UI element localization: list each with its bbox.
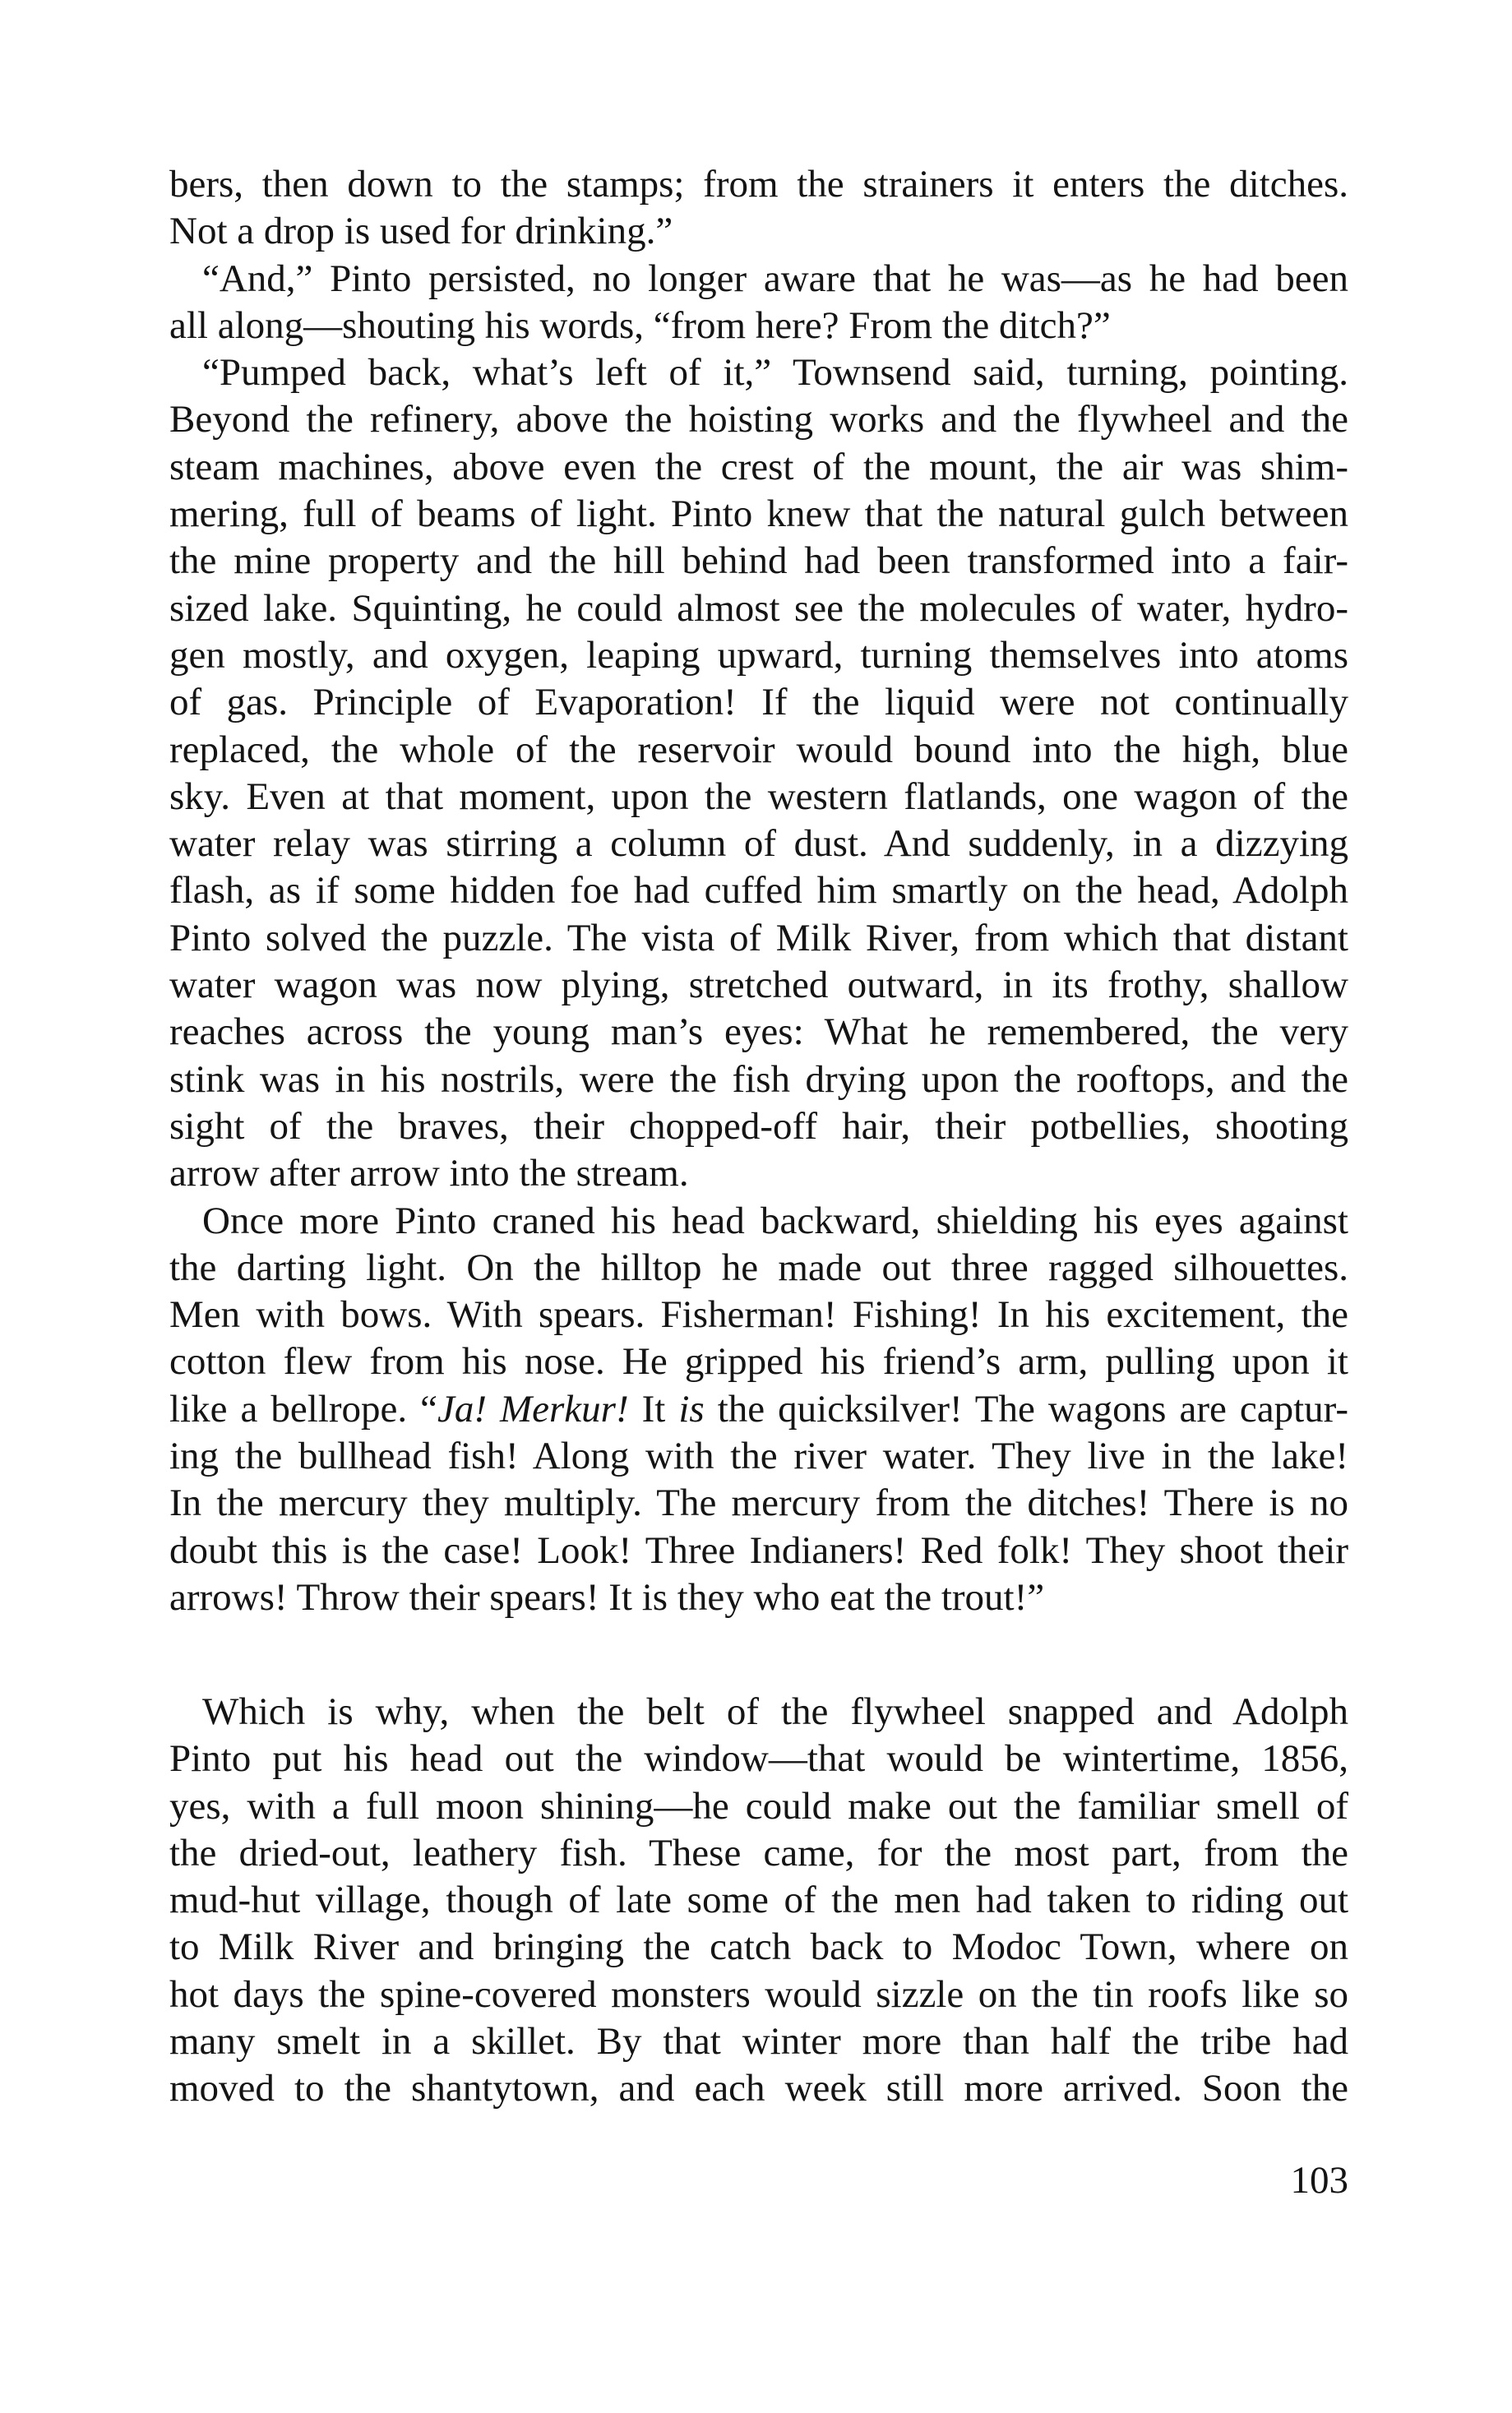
text-line: replaced, the whole of the reservoir would bound into the high, blue: [169, 728, 1348, 771]
text-line: arrows! Throw their spears! It is they who eat the trout!”: [169, 1575, 1045, 1619]
text-line-with-italics: [169, 1386, 1348, 1433]
text-line: In the mercury they multiply. The mercury from the ditches! There is no: [169, 1482, 1348, 1525]
text-section-1: [169, 161, 1348, 1621]
text-line: steam machines, above even the crest of the mount, the air was shim-: [169, 445, 1348, 488]
text-line: all along—shouting his words, “from here? From the ditch?”: [169, 303, 1111, 347]
text-line: many smelt in a skillet. By that winter more than half the tribe had: [169, 2020, 1348, 2064]
paragraph-continuation: [169, 161, 1348, 256]
text-line: “Pumped back, what’s left of it,” Townsend said, turning, pointing.: [202, 351, 1348, 395]
text-line: Pinto put his head out the window—that would be wintertime, 1856,: [169, 1737, 1348, 1781]
text-line: bers, then down to the stamps; from the strainers it enters the ditches.: [169, 163, 1348, 206]
text-section-2: [169, 1689, 1348, 2113]
text-line: Men with bows. With spears. Fisherman! Fishing! In his excitement, the: [169, 1293, 1348, 1337]
text-line: the dried-out, leathery fish. These came, for the most part, from the: [169, 1831, 1348, 1874]
text-line: Not a drop is used for drinking.”: [169, 210, 673, 253]
paragraph-pinto-excitement: [169, 1198, 1348, 1622]
text-line: yes, with a full moon shining—he could make out the familiar smell of: [169, 1784, 1348, 1828]
text-line: sight of the braves, their chopped-off hair, their potbellies, shooting: [169, 1104, 1348, 1148]
text-line: gen mostly, and oxygen, leaping upward, turning themselves into atoms: [169, 633, 1348, 677]
text-run: the quicksilver! The wagons are captur-: [704, 1387, 1348, 1431]
text-line: reaches across the young man’s eyes: What he remembered, the very: [169, 1010, 1348, 1054]
text-line: water wagon was now plying, stretched outward, in its frothy, shallow: [169, 964, 1348, 1007]
text-line: sized lake. Squinting, he could almost see the molecules of water, hydro-: [169, 586, 1348, 630]
text-line: ing the bullhead fish! Along with the river water. They live in the lake!: [169, 1435, 1348, 1478]
text-line: moved to the shantytown, and each week still more arrived. Soon the: [169, 2067, 1348, 2110]
text-line: sky. Even at that moment, upon the western flatlands, one wagon of the: [169, 774, 1348, 818]
text-line: of gas. Principle of Evaporation! If the liquid were not continually: [169, 681, 1348, 724]
text-line: the darting light. On the hilltop he made out three ragged silhouettes.: [169, 1246, 1348, 1289]
text-line: water relay was stirring a column of dust. And suddenly, in a dizzying: [169, 822, 1348, 866]
text-line: flash, as if some hidden foe had cuffed him smartly on the head, Adolph: [169, 869, 1348, 913]
italic-text-is: is: [678, 1387, 705, 1431]
paragraph-which-is-why: [169, 1689, 1348, 2113]
text-line: hot days the spine-covered monsters would sizzle on the tin roofs like so: [169, 1972, 1348, 2016]
text-line: stink was in his nostrils, were the fish drying upon the rooftops, and the: [169, 1057, 1348, 1101]
text-run: like a bellrope. “: [169, 1387, 437, 1431]
text-line: the mine property and the hill behind had been transformed into a fair-: [169, 539, 1348, 583]
page-number: 103: [1290, 2159, 1348, 2202]
text-line: cotton flew from his nose. He gripped his friend’s arm, pulling upon it: [169, 1340, 1348, 1384]
text-line: to Milk River and bringing the catch back to Modoc Town, where on: [169, 1925, 1348, 1969]
text-line: mud-hut village, though of late some of the men had taken to riding out: [169, 1879, 1348, 1922]
text-line: arrow after arrow into the stream.: [169, 1152, 689, 1195]
text-line: Which is why, when the belt of the flywheel snapped and Adolph: [202, 1690, 1348, 1733]
text-line: Once more Pinto craned his head backward, shielding his eyes against: [202, 1199, 1348, 1242]
paragraph-townsend-reply: [169, 349, 1348, 1197]
text-line: “And,” Pinto persisted, no longer aware that he was—as he had been: [202, 257, 1348, 300]
text-line: Beyond the refinery, above the hoisting works and the flywheel and the: [169, 398, 1348, 441]
text-run: It: [628, 1387, 679, 1431]
text-line: doubt this is the case! Look! Three Indianers! Red folk! They shoot their: [169, 1528, 1348, 1572]
text-line: Pinto solved the puzzle. The vista of Milk River, from which that distant: [169, 916, 1348, 959]
paragraph-dialogue-pinto: [169, 256, 1348, 350]
italic-text-ja-merkur: Ja! Merkur!: [437, 1387, 629, 1431]
text-line: mering, full of beams of light. Pinto knew that the natural gulch between: [169, 492, 1348, 536]
